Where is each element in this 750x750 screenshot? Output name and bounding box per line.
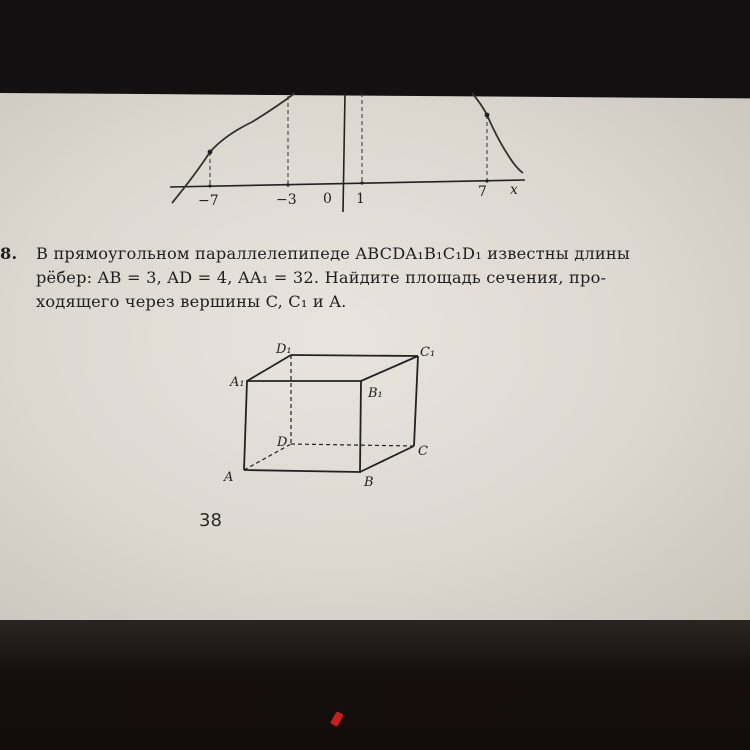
- tick-label-7: 7: [478, 184, 487, 200]
- x-axis-label: x: [510, 182, 518, 198]
- vertex-label-B: B: [364, 475, 374, 490]
- problem-line-1: В прямоугольном параллелепипеде ABCDA₁B₁C₁D₁ известны длины: [36, 244, 630, 263]
- tick-label-0: 0: [323, 191, 332, 207]
- vertex-label-D1: D₁: [276, 342, 292, 357]
- graph-curve-right: [472, 93, 523, 173]
- tick-dot-minus7: [208, 184, 211, 187]
- problem-line-2: рёбер: AB = 3, AD = 4, AA₁ = 32. Найдите площадь сечения, про-: [36, 268, 607, 287]
- y-axis: [343, 93, 345, 212]
- tick-dot-minus3: [286, 183, 289, 186]
- tick-label-minus7: −7: [198, 193, 219, 209]
- tick-label-1: 1: [356, 191, 365, 207]
- tick-dot-7: [485, 179, 488, 182]
- tick-dot-1: [360, 181, 363, 184]
- vertex-label-A1: A₁: [230, 375, 245, 390]
- graph-point-7: [485, 113, 490, 118]
- dark-foreground: [0, 620, 750, 750]
- graph-point-minus7: [208, 150, 213, 155]
- function-graph: [0, 93, 750, 223]
- edge-C1-C: [414, 356, 418, 446]
- problem-line-3: ходящего через вершины C, C₁ и A.: [36, 292, 347, 311]
- problem-number: 8.: [0, 244, 18, 263]
- vertex-label-D: D: [277, 435, 288, 450]
- vertex-label-C1: C₁: [420, 345, 436, 360]
- edge-D-C-hidden: [291, 444, 414, 446]
- edge-B1-C1: [361, 356, 418, 381]
- edge-A1-D1: [247, 355, 291, 381]
- tick-label-minus3: −3: [276, 192, 297, 208]
- edge-D1-C1: [291, 355, 418, 356]
- edge-front-face: [244, 381, 361, 472]
- parallelepiped-figure: [220, 340, 450, 490]
- vertex-label-B1: B₁: [368, 386, 383, 401]
- edge-B-C: [360, 446, 414, 472]
- vertex-label-C: C: [418, 444, 428, 459]
- vertex-label-A: A: [224, 470, 234, 485]
- x-axis: [170, 180, 525, 187]
- page-number: 38: [199, 510, 222, 531]
